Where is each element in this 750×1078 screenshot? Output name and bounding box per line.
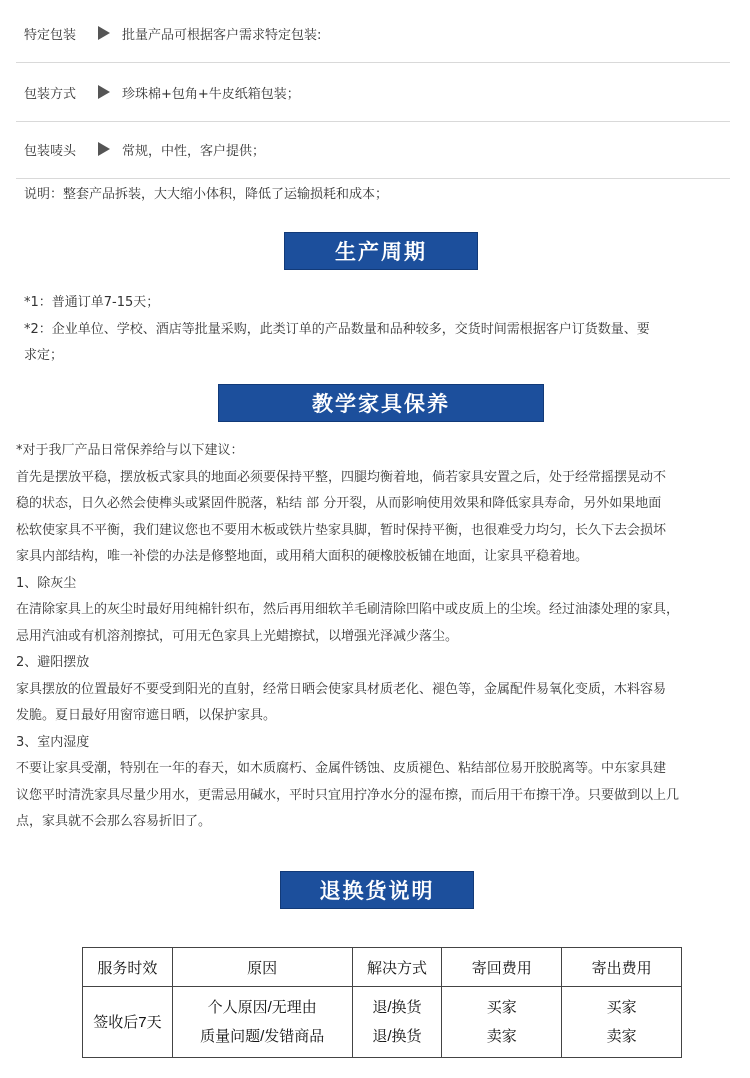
production-banner [284,232,478,270]
packaging-value: 珍珠棉+包角+牛皮纸箱包装； [122,86,300,102]
maintenance-line: 家具内部结构，唯一补偿的办法是修整地面，或用稍大面积的硬橡胶板铺在地面，让家具平稳着地。 [16,549,589,564]
method-text: 退/换货 [372,1028,422,1045]
send-fee-cell [562,987,682,1058]
packaging-value: 批量产品可根据客户需求特定包装: [122,27,322,43]
table-row [83,987,682,1058]
reason-cell [172,987,352,1058]
maintenance-text [16,438,736,836]
production-line: *2：企业单位、学校、酒店等批量采购，此类订单的产品数量和品种较多，交货时间需根据客户订货数量、要 [24,321,650,337]
packaging-label: 包装方式 [24,86,77,102]
maintenance-line: 家具摆放的位置最好不要受到阳光的直射，经常日晒会使家具材质老化、褪色等，金属配件易氧化变质，木料容易 [16,681,667,697]
production-text [24,290,734,370]
maintenance-title: 教学家具保养 [312,392,450,416]
header-cell: 寄回费用 [442,948,562,987]
maintenance-line: 忌用汽油或有机溶剂擦拭，可用无色家具上光蜡擦拭，以增强光泽减少落尘。 [16,628,459,644]
returns-banner [280,871,474,909]
maintenance-line: 不要让家具受潮，特别在一年的春天，如木质腐朽、金属件锈蚀、皮质褪色、粘结部位易开胶脱离等。中东家具建 [16,761,667,776]
triangle-right-icon [98,85,110,99]
packaging-row-special [16,4,730,63]
maintenance-line: 在清除家具上的灰尘时最好用纯棉针织布，然后再用细软羊毛刷清除凹陷中或皮质上的尘埃。经过油漆处理的家具， [16,602,680,617]
send-fee-text: 买家 [606,999,637,1016]
production-line: 求定； [24,348,64,363]
returns-title: 退换货说明 [319,879,435,903]
maintenance-line: 松软使家具不平衡，我们建议您也不要用木板或铁片垫家具脚，暂时保持平衡，也很难受力均匀，长久下去会损坏 [16,522,667,538]
maintenance-line: 发脆。夏日最好用窗帘遮日晒，以保护家具。 [16,708,277,723]
packaging-row-method [16,63,730,122]
maintenance-line: 首先是摆放平稳，摆放板式家具的地面必须要保持平整，四腿均衡着地，倘若家具安置之后，处于经常摇摆晃动不 [16,469,667,485]
production-title: 生产周期 [335,240,427,264]
header-cell: 寄出费用 [562,948,682,987]
header-cell: 服务时效 [83,948,173,987]
period-cell: 签收后7天 [83,987,173,1058]
method-text: 退/换货 [372,999,422,1016]
header-cell: 解决方式 [352,948,442,987]
return-fee-cell [442,987,562,1058]
maintenance-heading: 2、避阳摆放 [16,655,90,670]
header-cell: 原因 [172,948,352,987]
triangle-right-icon [98,142,110,156]
maintenance-banner [218,384,544,422]
packaging-label: 特定包装 [24,27,77,43]
reason-text: 质量问题/发错商品 [200,1028,325,1045]
packaging-label: 包装唛头 [24,143,77,159]
packaging-value: 常规，中性，客户提供； [122,143,266,159]
return-fee-text: 卖家 [486,1028,517,1045]
returns-table [82,947,682,1058]
table-header-row [83,948,682,987]
production-line: *1：普通订单7-15天； [24,295,160,310]
maintenance-line: 议您平时清洗家具尽量少用水，更需忌用碱水，平时只宜用拧净水分的湿布擦，而后用干布擦干净。只要做到以上几 [16,787,680,803]
reason-text: 个人原因/无理由 [207,999,317,1016]
maintenance-heading: 3、室内湿度 [16,734,90,750]
triangle-right-icon [98,26,110,40]
send-fee-text: 卖家 [606,1028,637,1045]
maintenance-line: 点，家具就不会那么容易折旧了。 [16,814,212,829]
maintenance-line: *对于我厂产品日常保养给与以下建议： [16,443,244,458]
maintenance-line: 稳的状态，日久必然会使榫头或紧固件脱落，粘结 部 分开裂，从而影响使用效果和降低家具寿命，另外如果地面 [16,496,662,511]
packaging-note: 说明：整套产品拆装，大大缩小体积，降低了运输损耗和成本； [24,187,389,202]
return-fee-text: 买家 [486,999,517,1016]
packaging-row-mark [16,120,730,179]
method-cell [352,987,442,1058]
maintenance-heading: 1、除灰尘 [16,575,77,591]
